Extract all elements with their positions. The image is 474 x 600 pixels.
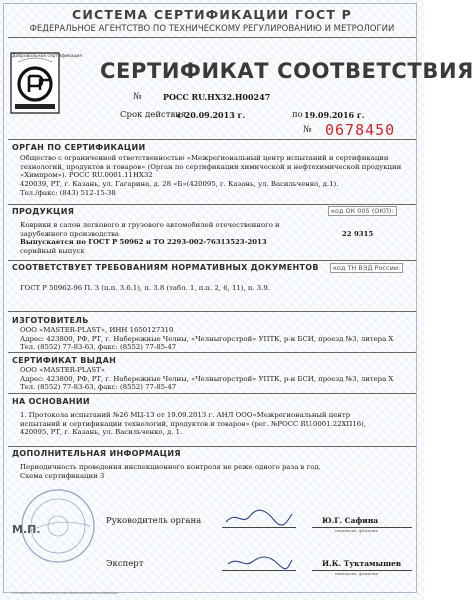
okp-code-label: код ОК 005 (ОКП): — [328, 206, 397, 216]
divider — [8, 139, 416, 140]
basis-text — [20, 411, 410, 437]
issued-to-text — [20, 366, 410, 392]
divider — [8, 446, 416, 447]
gost-r-logo-icon — [10, 52, 60, 114]
product-line: серийный выпуск — [20, 247, 85, 256]
additional-info-text — [20, 463, 410, 480]
issued-to-line: Тел. (8552) 77-83-63, факс: (8552) 77-85-47 — [20, 383, 177, 392]
valid-from-date: с 20.09.2013 г. — [177, 110, 246, 120]
divider — [8, 393, 416, 394]
expert-label: Эксперт — [106, 559, 144, 569]
certification-mark-logo — [10, 52, 60, 114]
section-title-additional-info: ДОПОЛНИТЕЛЬНАЯ ИНФОРМАЦИЯ — [12, 449, 181, 458]
number-label: № — [133, 92, 142, 102]
section-title-basis: НА ОСНОВАНИИ — [12, 397, 90, 406]
product-line: Выпускается по ГОСТ Р 50962 и ТО 2293-002-76313523-2013 — [20, 238, 267, 247]
valid-to-date: 19.09.2016 г. — [304, 110, 365, 120]
head-signature-icon — [222, 506, 296, 528]
product-line: зарубежного производства — [20, 229, 120, 238]
manufacturer-line: Тел. (8552) 77-83-63, факс: (8552) 77-85-47 — [20, 343, 177, 352]
system-title: СИСТЕМА СЕРТИФИКАЦИИ ГОСТ Р — [71, 7, 353, 22]
certificate-title: СЕРТИФИКАТ СООТВЕТСТВИЯ — [100, 59, 474, 83]
divider — [8, 260, 416, 261]
tn-ved-code-label: код ТН ВЭД России: — [330, 263, 403, 273]
basis-line: испытаний и сертификации технологий, продуктов и товаров» (рег. №РОСС RU.0001.22ХП16), — [20, 419, 367, 428]
header-divider — [8, 37, 416, 38]
certificate-number: РОСС RU.НХ32.Н00247 — [163, 92, 271, 102]
divider — [8, 352, 416, 353]
head-of-body-label: Руководитель органа — [106, 516, 202, 526]
section-title-product: ПРОДУКЦИЯ — [12, 207, 75, 216]
additional-info-line: Периодичность проведения инспекционного контроля не реже одного раза в год. — [20, 463, 321, 471]
form-number-label: № — [303, 125, 312, 135]
form-serial-number: 0678450 — [325, 121, 396, 139]
seal-mark-label: М.П. — [12, 523, 41, 536]
expert-signature-icon — [222, 550, 296, 572]
valid-to-label: по — [292, 110, 303, 120]
validity-label: Срок действия — [120, 110, 187, 120]
expert-name: И.К. Туктамышев — [322, 559, 402, 568]
divider — [8, 311, 416, 312]
certification-body-line: 420039, РТ, г. Казань, ул. Гагарина, д. 28 «Б»(420095, г. Казань, ул. Васильченко, д.1). — [20, 180, 339, 189]
section-title-manufacturer: ИЗГОТОВИТЕЛЬ — [12, 316, 89, 325]
certification-body-line: Общество с ограниченной ответственностью «Межрегиональный центр испытаний и сертификации — [20, 154, 389, 162]
manufacturer-text — [20, 326, 410, 352]
basis-line: 420095, РТ, г. Казань, ул. Васильченко, д. 1. — [20, 428, 183, 437]
section-title-certification-body: ОРГАН ПО СЕРТИФИКАЦИИ — [12, 143, 146, 152]
manufacturer-line: Адрес: 423800, РФ, РТ, г. Набережные Челны, «Челныгорстрой» УПТК, р-н БСИ, проезд №3, литера Х — [20, 334, 394, 343]
divider — [8, 204, 416, 205]
additional-info-line: Схема сертификации 3 — [20, 471, 105, 480]
issued-to-line: ООО «MASTER-PLAST» — [20, 366, 105, 374]
product-line: Коврики в салон легкового и грузового автомобилей отечественного и — [20, 221, 280, 229]
requirements-text: ГОСТ Р 50962-96 П. 3 (п.п. 3.6.1), п. 3.8 (табл. 1, п.п. 2, 6, 11), п. 3.9. — [20, 284, 270, 292]
initials-caption: инициалы, фамилия — [335, 571, 378, 576]
agency-title: ФЕДЕРАЛЬНОЕ АГЕНТСТВО ПО ТЕХНИЧЕСКОМУ РЕГУЛИРОВАНИЮ И МЕТРОЛОГИИ — [29, 24, 395, 34]
initials-caption: инициалы, фамилия — [335, 528, 378, 533]
manufacturer-line: ООО «MASTER-PLAST», ИНН 1650127310 — [20, 326, 174, 334]
okp-code-value: 22 9315 — [342, 230, 374, 238]
certification-body-line: технологий, продуктов и товаров» (Орган по сертификации химической и нефтехимической продукции — [20, 162, 402, 171]
section-title-issued-to: СЕРТИФИКАТ ВЫДАН — [12, 356, 117, 365]
certification-body-text — [20, 154, 410, 198]
certification-body-line: Тел./факс: (843) 512-15-38 — [20, 188, 116, 197]
basis-line: 1. Протокола испытаний №26 МЦ-13 от 19.09.2013 г. АНЛ ООО«Межрегиональный центр — [20, 411, 351, 419]
footer-print-note: Сертификат не применяется при обязательной сертификации — [12, 591, 118, 595]
section-title-requirements: СООТВЕТСТВУЕТ ТРЕБОВАНИЯМ НОРМАТИВНЫХ ДОКУМЕНТОВ — [12, 263, 319, 272]
product-description — [20, 221, 320, 256]
certification-body-line: «Химпром»). РОСС RU.0001.11НХ32 — [20, 171, 153, 180]
issued-to-line: Адрес: 423800, РФ, РТ, г. Набережные Челны, «Челныгорстрой» УПТК, р-н БСИ, проезд №3, литера Х — [20, 374, 394, 383]
logo-caption: Добровольная сертификация — [12, 54, 83, 59]
head-name: Ю.Г. Сафина — [322, 516, 379, 525]
